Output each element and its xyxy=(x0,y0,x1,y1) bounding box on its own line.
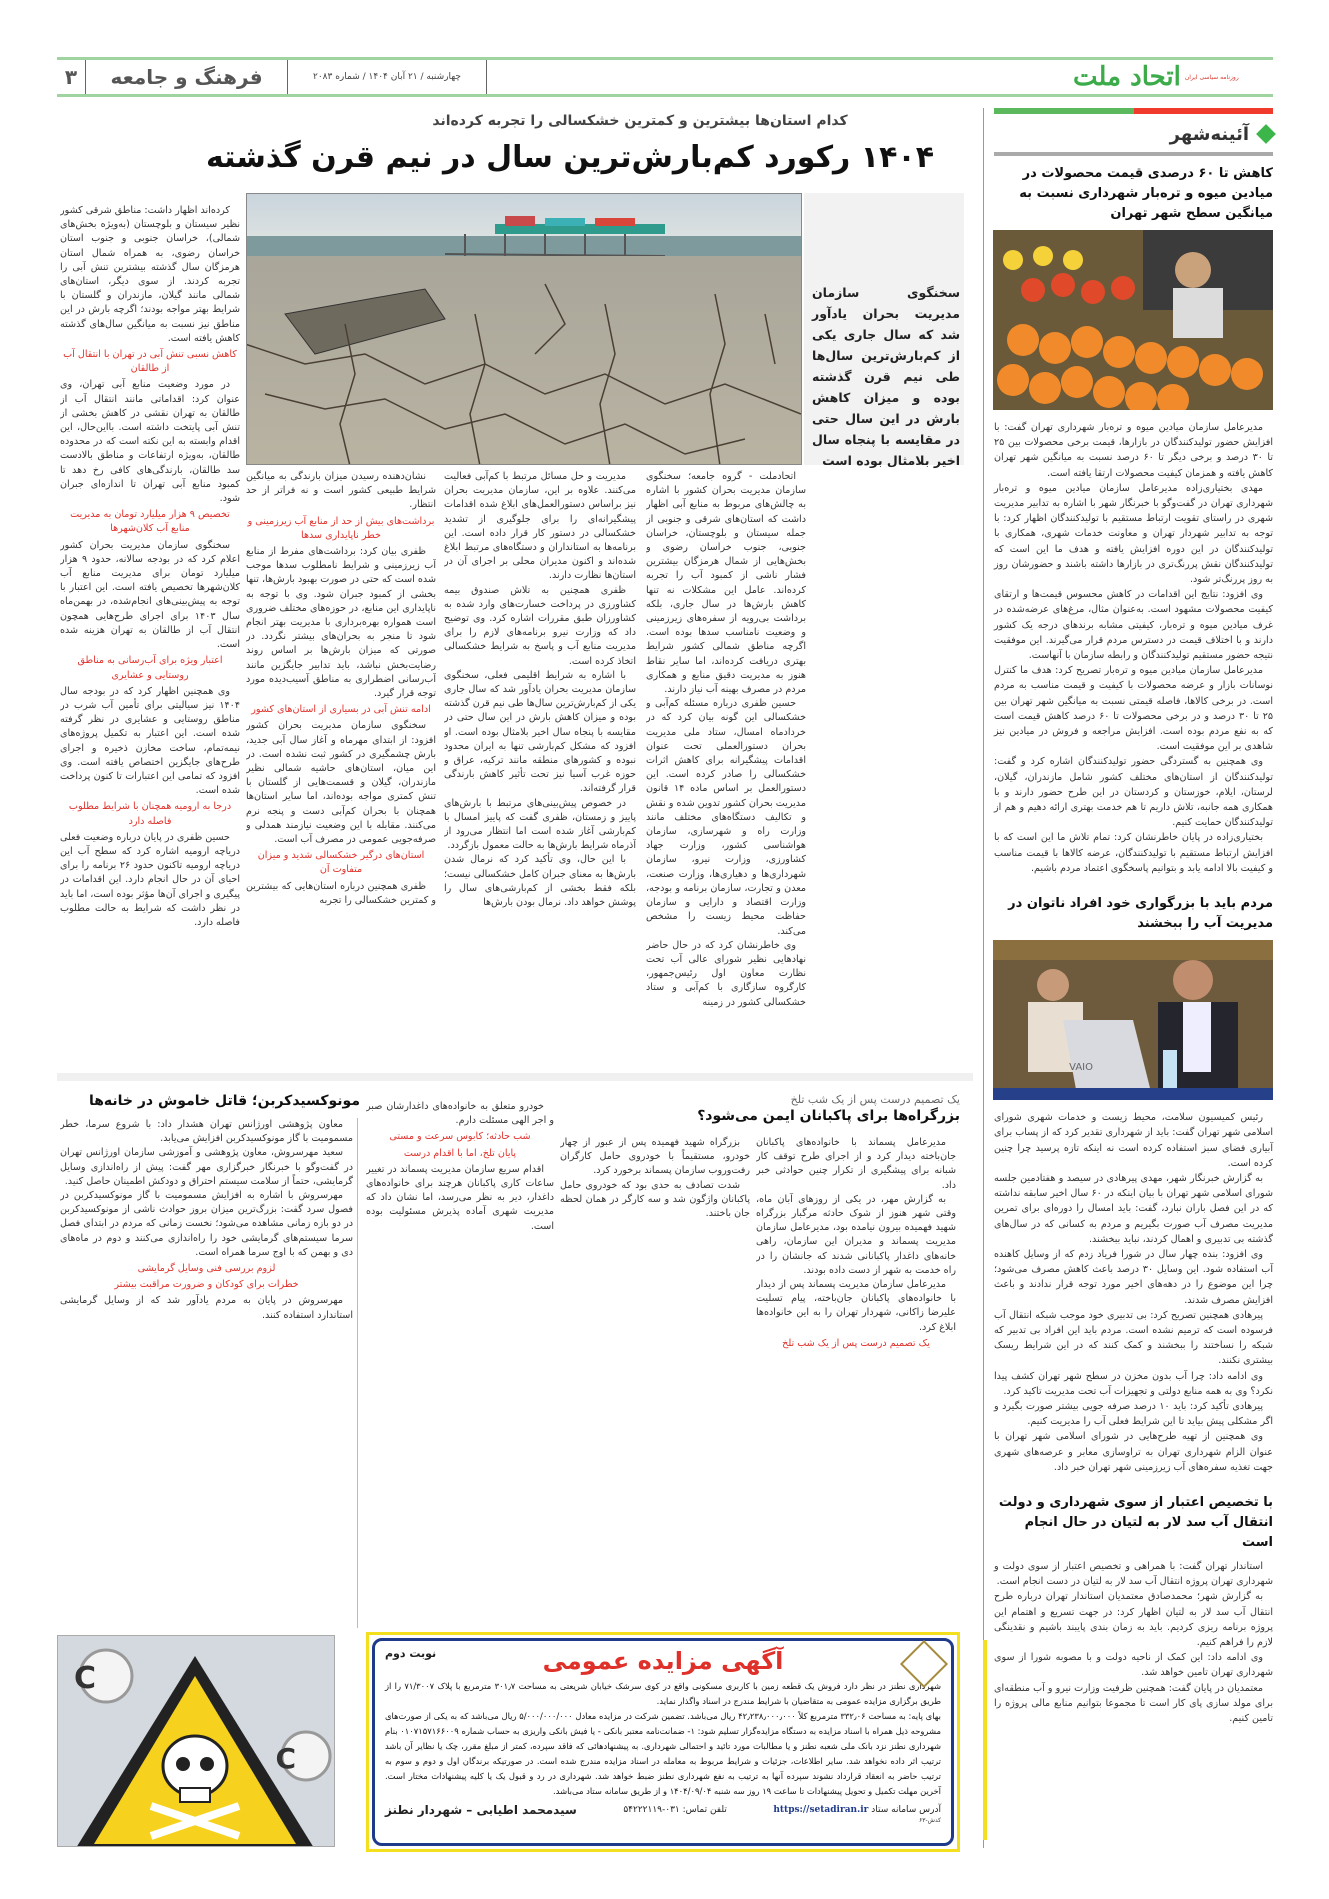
drought-photo xyxy=(246,193,802,465)
paragraph: سخنگوی سازمان مدیریت بحران کشور اعلام کرد که در بودجه سالانه، حدود ۹ هزار میلیارد تومان برای مدیریت منابع آب کلان‌شهرها تخصیص یافته است. این اعتبار با توجه به پیش‌بینی‌های انجام‌شده، در بهمن‌ماه سال ۱۴۰۳ برای اجرای طرح‌هایی همچون انتقال آب از طالقان به تهران هزینه شده است. xyxy=(60,539,240,651)
lead-kicker: کدام استان‌ها بیشترین و کمترین خشکسالی را تجربه کرده‌اند xyxy=(432,113,848,129)
ad-address-label: آدرس سامانه ستاد xyxy=(871,1805,941,1815)
subheading: استان‌های درگیر خشکسالی شدید و میزان متفاوت آن xyxy=(257,850,425,876)
subheading: خطرات برای کودکان و ضرورت مراقبت بیشتر xyxy=(114,1279,299,1291)
ad-round-label: نوبت دوم xyxy=(385,1647,437,1660)
ad-signature: سیدمحمد اطیابی – شهردار نطنز xyxy=(385,1803,577,1817)
auction-ad-inner xyxy=(372,1638,954,1846)
subheading: تخصیص ۹ هزار میلیارد تومان به مدیریت منابع آب کلان‌شهرها xyxy=(70,509,230,535)
paragraph: در خصوص پیش‌بینی‌های مرتبط با بارش‌های پاییز و زمستان، ظفری گفت که پاییز امسال با کم‌بارشی آغاز شده است اما انتظار می‌رود از آذرماه شرایط بارش‌ها به حالت معمول بازگردد. xyxy=(444,797,636,852)
sidebar-title-text: آئینه‌شهر xyxy=(1169,123,1249,145)
paragraph: مهدی بختیاری‌زاده مدیرعامل سازمان میادین میوه و تره‌بار شهرداری تهران در گفت‌وگو با خبرنگار شهر با اشاره به تدابیر مدیریت شهری در راستای تقویت ارتباط مستقیم با تولیدکنندگان اظهار کرد: با توجه به تدابیر شهردار تهران و معاونت خدمات شهری، همکاری با تولیدکنندگان در این دوره افزایش یافته و هدف ما این است که تولیدکنندگان نقش پررنگ‌تری در بازارها داشته باشند و حضورشان روز به روز پررنگ‌تر شود. xyxy=(994,482,1273,586)
lead-column-1 xyxy=(646,470,806,1070)
paragraph: وی همچنین اظهار کرد که در بودجه سال ۱۴۰۴ نیز سیالیتی برای تأمین آب شرب در مناطق روستایی و عشایری در نظر گرفته شده است. این اعتبار به تکمیل پروژه‌های نیمه‌تمام، ساخت مخازن ذخیره و اجرای طرح‌های جایگزین اختصاص یافته است. وی افزود که تمامی این اعتبارات تا کنون پرداخت شده است. xyxy=(60,685,240,797)
paragraph: ظفری همچنین درباره استان‌هایی که بیشترین و کمترین خشکسالی را تجربه xyxy=(246,880,436,906)
paragraph: مدیریت و حل مسائل مرتبط با کم‌آبی فعالیت می‌کنند. علاوه بر این، سازمان مدیریت بحران نیز براساس دستورالعمل‌های ابلاغ شده اقدامات پیشگیرانه‌ای را برای جلوگیری از تشدید خشکسالی در دستور کار قرار داده است. این برنامه‌ها به استانداران و دستگاه‌های مرتبط ابلاغ شده‌اند و اکنون مدیران محلی بر اجرای آن در استان‌ها نظارت دارند. xyxy=(444,471,636,582)
story-headline[interactable]: با تخصیص اعتبار از سوی شهرداری و دولت انتقال آب سد لار به لتیان در حال انجام است xyxy=(998,1494,1273,1550)
co-article xyxy=(60,1118,358,1628)
paragraph: رئیس کمیسیون سلامت، محیط زیست و خدمات شهری شورای اسلامی شهر تهران گفت: باید از شهرداری تقدیر کرد که از پساب برای آبیاری فضای سبز استفاده کرده است نه اینکه تازه پرسید چرا چنین کرده است. xyxy=(994,1112,1273,1169)
paragraph: به گزارش خبرنگار شهر، مهدی پیرهادی در سیصد و هفتادمین جلسه شورای اسلامی شهر تهران با بیان اینکه در ۶۰ سال اخیر سابقه نداشته که در این فصل باران نبارد، گفت: باید امسال را دوره‌ای برای تمرین مدیریت مصرف آب صورت بگیریم و مردم به کسانی که در سال‌های گذشته بی‌ تدبیری و اهمال کردند، نباید ببخشند. xyxy=(994,1172,1273,1245)
paragraph: شدت تصادف به حدی بود که خودروی حامل پاکبانان واژگون شد و سه کارگر در همان لحظه جان باختند. xyxy=(560,1179,750,1220)
paragraph: نشان‌دهنده رسیدن میزان بارندگی به میانگین شرایط طبیعی کشور است و نه فراتر از حد انتظار. xyxy=(246,471,436,511)
paragraph: اتحادملت - گروه جامعه؛ سخنگوی سازمان مدیریت بحران کشور با اشاره به چالش‌های مربوط به منابع آبی اظهار داشت که استان‌های شرقی و جنوبی از جمله سیستان و بلوچستان، خراسان جنوبی، جنوب خراسان رضوی و بخش‌هایی از شمال هرمزگان بیشترین فشار ناشی از کمبود آب را تجربه کرده‌اند. عامل این مشکلات نه تنها کاهش بارش‌ها در سال جاری، بلکه برداشت بی‌رویه از سفره‌های زیرزمینی و وضعیت نامناسب سدها بوده است. اگرچه مناطق شمالی کشور شرایط بهتری دریافت کرده‌اند، اما سایر نقاط هنوز به مدیریت دقیق منابع و همکاری مردم در مصرف بهینه آب نیاز دارند. xyxy=(646,471,806,696)
lead-column-2 xyxy=(444,470,636,1070)
subheading: ادامه تنش آبی در بسیاری از استان‌های کشور xyxy=(251,704,431,716)
paragraph: پیرهادی تأکید کرد: باید ۱۰ درصد صرفه جویی بیشتر صورت بگیرد و اگر مشکلی پیش بیاید تا این شرایط فعلی آب را مدیریت کنیم. xyxy=(994,1400,1273,1428)
paragraph: سعید مهرسروش، معاون پژوهشی و آموزشی سازمان اورژانس تهران در گفت‌وگو با خبرنگار خبرگزاری مهر گفت: پیش از راه‌اندازی وسایل گرمایشی، حتماً از سلامت سیستم احتراق و دودکش اطمینان حاصل کنید. xyxy=(60,1147,353,1187)
pakban-headline[interactable]: بزرگراه‌ها برای پاکبانان ایمن می‌شود؟ xyxy=(697,1108,960,1124)
pakban-column-2 xyxy=(560,1136,750,1616)
story-body xyxy=(994,1559,1273,1726)
paragraph: مدیرعامل سازمان میادین میوه و تره‌بار تصریح کرد: هدف ما کنترل نوسانات بازار و عرضه محصولات با کیفیت و قیمت مناسب به مردم است. در برخی کالاها، فاصله قیمتی نسبت به میانگین شهر تهران بین ۲۵ تا ۳۰ درصد و در برخی محصولات تا ۶۰ درصد کاهش قیمت است که به نفع مردم بوده است. افزایش مراجعه و فروش در میادین نیز شاهدی بر این موفقیت است. xyxy=(994,665,1274,753)
lead-column-3 xyxy=(246,470,436,1070)
paragraph: حسین ظفری درباره مسئله کم‌آبی و خشکسالی این گونه بیان کرد که در خردادماه امسال، ستاد ملی مدیریت بحران دستورالعملی تحت عنوان اقدامات پیشگیرانه برای کاهش اثرات خشکسالی را صادر کرده است. این دستورالعمل بر اساس ماده ۱۴ قانون مدیریت بحران کشور تدوین شده و نقش و تکالیف دستگاه‌های مختلف مانند وزارت راه و شهرسازی، سازمان هواشناسی کشور، وزارت جهاد کشاورزی، وزارت نیرو، سازمان شهرداری‌ها و دهیاری‌ها، وزارت صنعت، معدن و تجارت، سازمان برنامه و بودجه، وزارت اقتصاد و دارایی و سازمان حفاظت محیط زیست را مشخص می‌کند. xyxy=(646,698,806,937)
paragraph: مدیرعامل سازمان میادین میوه و تره‌بار شهرداری تهران گفت: با افزایش حضور تولیدکنندگان در بازارها، قیمت برخی محصولات بین ۲۵ تا ۳۰ درصد و برخی دیگر تا ۶۰ درصد نسبت به میانگین شهر تهران کاهش یافته و همزمان کیفیت محصولات ارتقا یافته است. xyxy=(994,422,1273,479)
paragraph: ظفری بیان کرد: برداشت‌های مفرط از منابع آب زیرزمینی و شرایط نامطلوب سدها موجب شده است که حتی در صورت بهبود بارش‌ها، تنها بخشی از کمبود جبران شود. وی با توجه به ناپایداری این منابع، در حوزه‌های مختلف ضروری است همواره بهره‌برداری با مدیریت بهتر انجام شود تا منجر به بحران‌های بیشتر نگردد. در صورتی که میزان بارش‌ها بر اساس روند رضایت‌بخش نباشد، باید تدابیر جایگزین مانند آب‌رسانی اضطراری به مناطق آسیب‌دیده مورد توجه قرار گیرد. xyxy=(246,546,436,700)
paragraph: وی همچنین از تهیه طرح‌هایی در شورای اسلامی شهر تهران با عنوان الزام شهرداری تهران به تراوسازی معابر و عرصه‌های شهری جهت تغذیه سفره‌های آب زیرزمینی شهر تهران خبر داد. xyxy=(994,1431,1273,1473)
svg-text:C: C xyxy=(73,1661,96,1696)
paragraph: سخنگوی سازمان مدیریت بحران کشور افزود: از ابتدای مهرماه و آغاز سال آبی جدید، بارش چشمگیری در کشور ثبت نشده است. در این میان، استان‌های حاشیه شمالی نظیر مازندران، گیلان و قسمت‌هایی از گلستان با تنش کمتری مواجه بوده‌اند، اما سایر استان‌ها همچنان با بحران کم‌آبی دست و پنجه نرم می‌کنند. مقابله با این وضعیت نیازمند همدلی و صرفه‌جویی عمومی در مصرف آب است. xyxy=(246,720,436,846)
lead-headline: ۱۴۰۴ رکورد کم‌بارش‌ترین سال در نیم قرن گذشته xyxy=(205,140,935,175)
story-body xyxy=(994,1110,1273,1475)
svg-text:VAIO: VAIO xyxy=(1069,1062,1093,1074)
issue-date: چهارشنبه / ۲۱ آبان ۱۴۰۴ / شماره ۲۰۸۳ xyxy=(287,60,487,94)
poison-warning-image xyxy=(57,1635,335,1847)
paragraph: به گزارش شهر؛ محمدصادق معتمدیان استاندار تهران درباره طرح انتقال آب سد لار به لتیان اظهار کرد: در جهت تسریع و اهتمام این پروژه برنامه ریزی کردیم. باید به زمان بندی پایبند باشیم و نقدینگی لازم را فراهم کنیم. xyxy=(994,1591,1273,1648)
ad-footer xyxy=(385,1803,941,1817)
pakban-column-3 xyxy=(366,1100,554,1616)
paragraph: مدیرعامل سازمان مدیریت پسماند پس از دیدار با خانواده‌های پاکبانان جان‌باخته، پیام تسلیت علیرضا زاکانی، شهردار تهران را به این خانواده‌ها ابلاغ کرد. xyxy=(756,1279,956,1333)
divider xyxy=(994,152,1273,156)
paragraph: وی افزود: بنده چهار سال در شورا فریاد زدم که از وسایل کاهنده آب استفاده شود. این وسایل ۳۰ درصد باعث کاهش مصرف می‌شود؛ چرا این موضوع را در دهه‌های اخیر مورد توجه قرار ندادند و باعث افزایش مصرف شدند. xyxy=(994,1248,1273,1306)
pakban-kicker: یک تصمیم درست پس از یک شب تلخ xyxy=(790,1093,960,1106)
story-headline[interactable]: مردم باید با بزرگواری خود افراد ناتوان در مدیریت آب را ببخشند xyxy=(1008,896,1273,932)
story-body xyxy=(994,420,1273,876)
cracked-lakebed-image xyxy=(246,194,801,465)
ad-code: کدش-۶۳ xyxy=(919,1817,941,1824)
diamond-icon xyxy=(1256,124,1276,144)
paragraph: بختیاری‌زاده در پایان خاطرنشان کرد: تمام تلاش ما این است که با افزایش ارتباط مستقیم با تولیدکنندگان، عرضه کالاها با قیمت مناسب و کیفیت بالا ادامه یابد و بتوانیم پاسخگوی اعتماد مردم باشیم. xyxy=(994,832,1273,874)
paragraph: اقدام سریع سازمان مدیریت پسماند در تغییر ساعات کاری پاکبانان هرچند برای خانواده‌های داغدار، دیر به نظر می‌رسد، اما نشان داد که مدیریت شهری آماده پذیرش مسئولیت بوده است. xyxy=(366,1163,554,1232)
pakban-column-1 xyxy=(756,1136,956,1616)
paragraph: مدیرعامل پسماند با خانواده‌های پاکبانان جان‌باخته دیدار کرد و از اجرای طرح توقف کار شبانه برای پیشگیری از تکرار چنین حوادثی خبر داد. xyxy=(756,1137,956,1191)
paragraph: بزرگراه شهید فهمیده پس از عبور از چهار خودرو، مستقیماً با خودروی حامل کارگران رفت‌وروب سازمان پسماند برخورد کرد. xyxy=(560,1137,750,1177)
subheading: درجا به ارومیه همچنان با شرایط مطلوب فاصله دارد xyxy=(68,801,232,827)
paragraph: با این حال، وی تأکید کرد که نرمال شدن بارش‌ها به معنای جبران کامل خشکسالی نیست؛ بلکه فقط بخشی از کم‌بارشی‌های سال را پوشش خواهد داد. نرمال بودن بارش‌ها xyxy=(444,854,636,909)
paragraph: معاون پژوهشی اورژانس تهران هشدار داد: با شروع سرما، خطر مسمومیت با گاز مونوکسیدکربن افزایش می‌یابد. xyxy=(60,1119,353,1145)
paragraph: وی ادامه داد: این کمک از ناحیه دولت و با مصوبه شورا از سوی شهرداری تهران تامین خواهد شد. xyxy=(994,1652,1273,1679)
decorative-strip xyxy=(983,1640,987,1840)
subheading: لزوم بررسی فنی وسایل گرمایشی xyxy=(137,1263,276,1275)
paragraph: وی افزود: نتایج این اقدامات در کاهش محسوس قیمت‌ها و ارتقای کیفیت محصولات مشهود است. به‌عنوان مثال، مرغ‌های عرضه‌شده در غرف میادین میوه و تره‌بار، کیفیتی مشابه برندهای درجه یک کشور دارند و با اختلاف قیمت در دسترس مردم قرار می‌گیرند. این موفقیت نتیجه حضور مستقیم تولیدکنندگان و رابطه سازمان با آنهاست. xyxy=(994,589,1273,662)
paragraph: در مورد وضعیت منابع آبی تهران، وی عنوان کرد: اقداماتی مانند انتقال آب از طالقان به تهران نقشی در کاهش بخشی از تنش آبی پایتخت داشته است. بااین‌حال، این اقدام وابسته به این نکته است که در محدوده طالقان، به‌ویژه ارتفاعات و مناطق بالادست سد طالقان، بارندگی‌های کافی رخ دهد تا کمبود منابع آبی تهران تا اندازه‌ای جبران شود. xyxy=(60,379,240,505)
paragraph: حسین ظفری در پایان درباره وضعیت فعلی دریاچه ارومیه اشاره کرد که سطح آب این دریاچه ارومیه تاکنون حدود ۲۶ برنامه را برای احیای آن در حال انجام دارد. این اقدامات در پیگیری و اجرای آن‌ها مؤثر بوده است، اما باید در نظر داشت که شرایط به حالت مطلوب فاصله دارد. xyxy=(60,831,240,928)
subheading: برداشت‌های بیش از حد از منابع آب زیرزمینی و خطر ناپایداری سدها xyxy=(247,515,435,541)
sidebar-color-bar xyxy=(994,108,1273,114)
subheading: اعتبار ویژه برای آب‌رسانی به مناطق روستایی و عشایری xyxy=(77,655,223,681)
ad-body xyxy=(385,1679,941,1799)
lead-column-4 xyxy=(60,204,240,1070)
sidebar-title xyxy=(994,120,1273,148)
co-headline[interactable]: مونوکسیدکربن؛ قاتل خاموش در خانه‌ها xyxy=(88,1093,360,1109)
setadiran-link[interactable]: https://setadiran.ir xyxy=(773,1805,869,1815)
produce-image xyxy=(993,230,1273,410)
sidebar-city-mirror xyxy=(983,108,1273,1848)
svg-text:C: C xyxy=(275,1742,296,1775)
paragraph: خودرو متعلق به خانواده‌های داغدارشان صبر و اجر الهی مسئلت دارم. xyxy=(366,1101,554,1127)
fruit-market-photo xyxy=(994,230,1273,414)
paragraph: وی خاطرنشان کرد که در حال حاضر نهادهایی نظیر شورای عالی آب تحت نظارت معاون اول رئیس‌جمهور، کارگروه سازگاری با کم‌آبی و ستاد خشکسالی کشور در زمینه xyxy=(646,939,806,1008)
ad-paragraph: شهرداری نطنز در نظر دارد فروش یک قطعه زمین با کاربری مسکونی واقع در کوی سرشک خیابان شریعتی به مساحت ۳۰۱٫۷ مترمربع با پلاک ۷۱/۳۰۰۷ را از طریق برگزاری مزایده عمومی به متقاضیان با شرایط مندرج در اسناد واگذار نماید. xyxy=(385,1681,942,1706)
logo-subtitle: روزنامه سیاسی ایران xyxy=(1184,73,1239,81)
paragraph: وی همچنین به گستردگی حضور تولیدکنندگان اشاره کرد و گفت: تولیدکنندگان از استان‌های مختلف کشور شامل مازندران، گیلان، لرستان، ایلام، خوزستان و کردستان در این طرح حضور دارند و با همکاری همه جانبه، تلاش داریم تا هم خدمت بهتری ارائه دهیم و هم از تولیدکنندگان حمایت کنیم. xyxy=(994,756,1273,829)
council-photo xyxy=(994,940,1273,1104)
paragraph: معتمدیان در پایان گفت: همچنین ظرفیت وزارت نیرو و آب منطقه‌ای برای مولد سازی پای کار است تا مجموعا بتوانیم منابع مالی پروژه را تامین کنیم. xyxy=(994,1682,1273,1724)
logo-text: اتحاد ملت xyxy=(1073,62,1181,92)
ad-phone: تلفن تماس: ۰۳۱-۵۴۲۲۲۱۱۹ xyxy=(623,1805,727,1815)
paragraph: کرده‌اند اظهار داشت: مناطق شرقی کشور نظیر سیستان و بلوچستان (به‌ویژه بخش‌های شمالی)، خراسان جنوبی و جنوب استان خراسان رضوی، به همراه شمال استان هرمزگان سال گذشته بیشترین تنش آبی را تجربه کردند. از سوی دیگر، استان‌های شمالی مانند گیلان، مازندران و گلستان با شرایط بهتر مواجه بودند؛ اگرچه بارش در این مناطق نیز نسبت به میانگین سال‌های گذشته کاهش یافته است. xyxy=(60,205,240,344)
paragraph: به گزارش مهر، در یکی از روزهای آبان ماه، وقتی شهر هنوز از شوک حادثه مرگبار بزرگراه شهید فهمیده بیرون نیامده بود، مدیرعامل سازمان مدیریت پسماند و مدیران این سازمان، راهی خانه‌های داغدار پاکبانانی شدند که جانشان را در راه خدمت به شهر از دست داده بودند. xyxy=(756,1193,956,1276)
section-title: فرهنگ و جامعه xyxy=(85,60,287,94)
paragraph: مهرسروش در پایان به مردم یادآور شد که از وسایل گرمایشی استاندارد استفاده کنند. xyxy=(60,1295,353,1321)
subheading: پایان تلخ، اما با اقدام درست xyxy=(403,1147,517,1159)
paragraph: پیرهادی همچنین تصریح کرد: بی‌ تدبیری خود موجب شبکه انتقال آب فرسوده است که ترمیم نشده است. مردم باید این افراد بی تدبیر که شبکه را نساختند را ببخشند و کمک کنند که در این شرایط ریسک بیشتری نکنند. xyxy=(994,1309,1273,1367)
paragraph: ظفری همچنین به تلاش صندوق بیمه کشاورزی در پرداخت خسارت‌های وارد شده به کشاورزان طبق مقررات اشاره کرد. وی توضیح داد که وزارت نیرو برنامه‌های لازم را برای مدیریت منابع آب و پاسخ به شرایط خشکسالی اتخاذ کرده است. xyxy=(444,584,636,667)
council-meeting-image xyxy=(993,940,1273,1100)
skull-warning-icon xyxy=(57,1636,334,1847)
section-divider xyxy=(57,1073,973,1081)
subheading: شب حادثه؛ کابوس سرعت و مستی xyxy=(389,1131,531,1143)
subheading: یک تصمیم درست پس از یک شب تلخ xyxy=(782,1337,930,1349)
ad-paragraph: بهای پایه: به مساحت ۳۳۲٫۰۶ مترمربع کلاً ۴۲٫۲۳۸٫۰۰۰٫۰۰۰ ریال می‌باشد. تضمین شرکت در مزایده معادل ۵/۰۰۰/۰۰۰/۰۰۰ ریال می‌باشد که به یکی از صورت‌های مشروحه ذیل همراه با اسناد مزایده به دستگاه مزایده‌گزار تسلیم شود: ۱- ضمانت‌نامه معتبر بانکی - یا فیش بانکی واریزی به حساب شماره ۰۱۰۷۱۵۷۱۶۶۰۰۹ بنام شهرداری نطنز نزد بانک ملی شعبه نطنز و یا مطالبات مورد تائید و احتمالی شهرداری. به پیشنهادهائی که فاقد سپرده، کمتر از مبلغ مقرر، چک یا نظایر آن باشد ترتیب اثر داده نخواهد شد. سایر اطلاعات، جزئیات و شرایط مربوط به معامله در اسناد مزایده مندرج شده است. در صورتیکه برندگان اول و دوم و سوم به ترتیب حاضر به انعقاد قرارداد نشوند سپرده آنها به ترتیب به نفع شهرداری نطنز ضبط خواهد شد. شهرداری در رد و قبول یک یا کلیه پیشنهادات مختار است. آخرین مهلت تکمیل و تحویل پیشنهادات تا ساعت ۱۹ روز سه شنبه ۱۴۰۴/۰۹/۰۴ و از طریق سامانه ستاد می‌باشد. xyxy=(385,1711,941,1796)
pull-quote: سخنگوی سازمان مدیریت بحران یادآور شد که سال جاری یکی از کم‌بارش‌ترین سال‌ها طی نیم قرن گذشته بوده و میزان کاهش بارش در این سال حتی در مقایسه با پنجاه سال اخیر بلامثال بوده است xyxy=(812,285,960,468)
ad-title: آگهی مزایده عمومی xyxy=(542,1647,784,1675)
ad-address xyxy=(773,1805,941,1815)
paragraph: با اشاره به شرایط اقلیمی فعلی، سخنگوی سازمان مدیریت بحران یادآور شد که سال جاری یکی از کم‌بارش‌ترین سال‌ها طی نیم قرن گذشته بوده و میزان کاهش بارش در این سال حتی در مقایسه با پنجاه سال اخیر بلامثال بوده است. او افزود که مشکل کم‌بارشی تنها به ایران محدود نبوده و کشورهای منطقه مانند ترکیه، عراق و حوزه غرب آسیا نیز تحت تأثیر کاهش بارندگی قرار گرفته‌اند. xyxy=(444,669,636,795)
paragraph: وی ادامه داد: چرا آب بدون مخزن در سطح شهر تهران کشف پیدا نکرد؟ وی به همه منابع دولتی و تجهیزات آب تحت مدیریت تاکید کرد. xyxy=(994,1370,1273,1397)
auction-ad xyxy=(366,1632,960,1852)
paragraph: استاندار تهران گفت: با همراهی و تخصیص اعتبار از سوی دولت و شهرداری تهران پروژه انتقال آب سد لار به لتیان در دست انجام است. xyxy=(994,1560,1273,1588)
newspaper-logo[interactable] xyxy=(1073,60,1273,94)
page-header xyxy=(57,57,1273,97)
paragraph: مهرسروش با اشاره به افزایش مسمومیت با گاز مونوکسیدکربن در فصول سرد گفت: بزرگ‌ترین میزان بروز حوادث ناشی از مونوکسیدکربن در دو بازه زمانی مشاهده می‌شود؛ نخست زمانی که مردم در ابتدای فصل سرما سیستم‌های گرمایشی خود را راه‌اندازی می‌کنند و دوم در ماه‌های دی و بهمن که با اوج سرما همراه است. xyxy=(60,1190,353,1258)
subheading: کاهش نسبی تنش آبی در تهران با انتقال آب از طالقان xyxy=(63,349,237,375)
page-number: ۳ xyxy=(64,65,78,89)
story-headline[interactable]: کاهش تا ۶۰ درصدی قیمت محصولات در میادین میوه و تره‌بار شهرداری نسبت به میانگین سطح شهر تهران xyxy=(1019,166,1273,221)
